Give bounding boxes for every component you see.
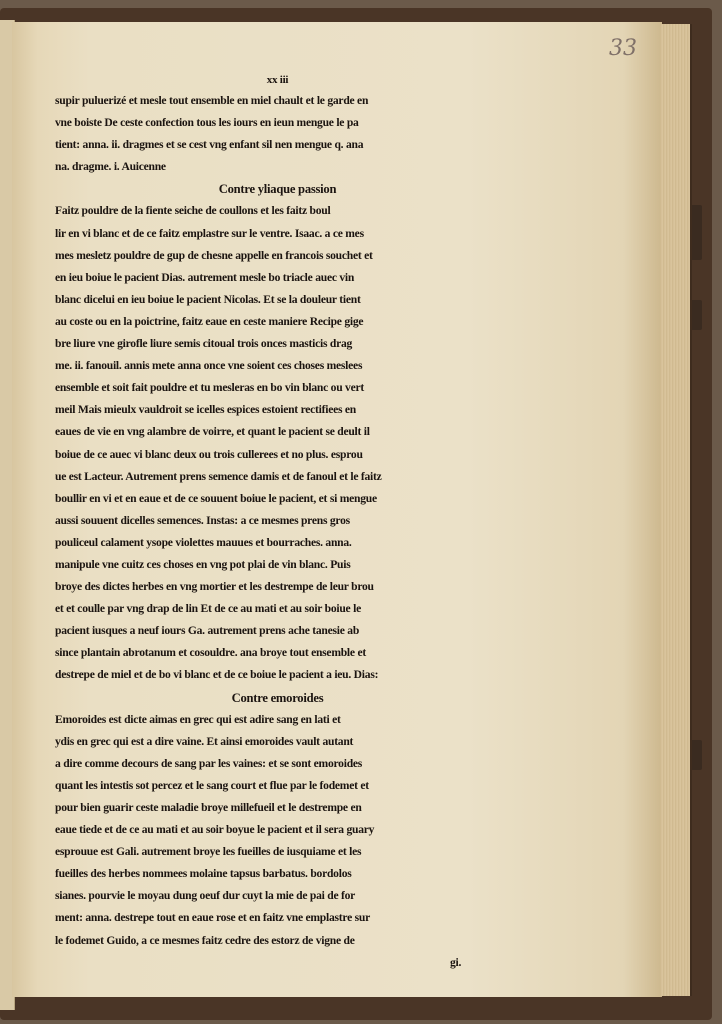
text-line: blanc dicelui en ieu boiue le pacient Nicolas. Et se la douleur tient	[55, 292, 361, 306]
text-line: sianes. pourvie le moyau dung oeuf dur cuyt la mie de pai de for	[55, 889, 356, 903]
text-line: ment: anna. destrepe tout en eaue rose et en faitz vne emplastre sur	[55, 911, 370, 925]
section-heading-iliac-passion: Contre yliaque passion	[218, 182, 337, 197]
text-line: na. dragme. i. Auicenne	[55, 160, 166, 174]
text-line: pouliceul calament ysope violettes mauues et bourraches. anna.	[55, 535, 352, 549]
page-tab-upper	[692, 205, 702, 260]
text-line: manipule vne cuitz ces choses en vng pot plai de vin blanc. Puis	[55, 557, 351, 571]
text-line: lir en vi blanc et de ce faitz emplastre sur le ventre. Isaac. a ce mes	[55, 226, 364, 240]
text-line: aussi souuent dicelles semences. Instas: a ce mesmes prens gros	[55, 513, 350, 527]
signature-mark: gi.	[450, 955, 462, 969]
text-block-2	[55, 200, 500, 686]
text-line: meil Mais mieulx vauldroit se icelles espices estoient rectifiees en	[55, 403, 357, 417]
text-line: tient: anna. ii. dragmes et se cest vng enfant sil nen mengue q. ana	[55, 138, 364, 152]
text-line: ue est Lacteur. Autrement prens semence damis et de fanoul et le faitz	[55, 469, 382, 483]
text-line: mes mesletz pouldre de gup de chesne appelle en francois souchet et	[55, 248, 373, 262]
text-line: boullir en vi et en eaue et de ce souuent boiue le pacient, et si mengue	[55, 491, 377, 505]
text-line: au coste ou en la poictrine, faitz eaue en ceste maniere Recipe gige	[55, 314, 364, 328]
text-line: pour bien guarir ceste maladie broye millefueil et le destrempe en	[55, 801, 362, 814]
text-line: me. ii. fanouil. annis mete anna once vne soient ces choses meslees	[55, 359, 363, 373]
page-tab-middle	[692, 300, 702, 330]
text-line: esprouue est Gali. autrement broye les fueilles de iusquiame et les	[55, 845, 362, 859]
text-line: fueilles des herbes nommees molaine tapsus barbatus. bordolos	[55, 867, 352, 881]
text-block-1	[55, 90, 500, 178]
text-line: eaue tiede et de ce au mati et au soir boyue le pacient et il sera guary	[55, 823, 375, 837]
text-line: vne boiste De ceste confection tous les iours en ieun mengue le pa	[55, 116, 359, 130]
page-text	[55, 70, 500, 974]
text-line: quant les intestis sot percez et le sang court et flue par le fodemet et	[55, 778, 369, 792]
folio-number: 33	[609, 36, 637, 61]
page-fore-edge	[660, 24, 692, 996]
text-line: destrepe de miel et de bo vi blanc et de ce boiue le pacient a ieu. Dias:	[55, 668, 379, 682]
text-line: pacient iusques a neuf iours Ga. autrement prens ache tanesie ab	[55, 624, 360, 638]
text-line: et et coulle par vng drap de lin Et de ce au mati et au soir boiue le	[55, 602, 361, 616]
text-line: ensemble et soit fait pouldre et tu mesleras en bo vin blanc ou vert	[55, 381, 364, 395]
text-line: ydis en grec qui est a dire vaine. Et ainsi emoroides vault autant	[55, 734, 354, 748]
section-heading-hemorrhoids: Contre emoroides	[231, 690, 324, 705]
text-line: en ieu boiue le pacient Dias. autrement mesle bo triacle auec vin	[55, 270, 355, 284]
text-line: Emoroides est dicte aimas en grec qui est adire sang en lati et	[55, 712, 341, 726]
text-line: broye des dictes herbes en vng mortier et les destrempe de leur brou	[55, 580, 374, 594]
text-line: eaues de vie en vng alambre de voirre, et quant le pacient se deult il	[55, 425, 370, 439]
text-line: boiue de ce auec vi blanc deux ou trois cullerees et no plus. esprou	[55, 447, 363, 461]
page-tab-lower	[692, 740, 702, 770]
text-line: bre liure vne girofle liure semis citoual trois onces masticis drag	[55, 337, 353, 351]
text-line: a dire comme decours de sang par les vaines: et se sont emoroides	[55, 756, 363, 770]
text-line: since plantain abrotanum et cosouldre. ana broye tout ensemble et	[55, 646, 366, 660]
text-line: le fodemet Guido, a ce mesmes faitz cedre des estorz de vigne de	[55, 933, 355, 947]
running-head: xx iii	[266, 74, 289, 86]
text-block-3	[55, 709, 500, 952]
text-line: supir puluerizé et mesle tout ensemble en miel chault et le garde en	[55, 94, 369, 107]
text-line: Faitz pouldre de la fiente seiche de coullons et les faitz boul	[55, 204, 331, 218]
